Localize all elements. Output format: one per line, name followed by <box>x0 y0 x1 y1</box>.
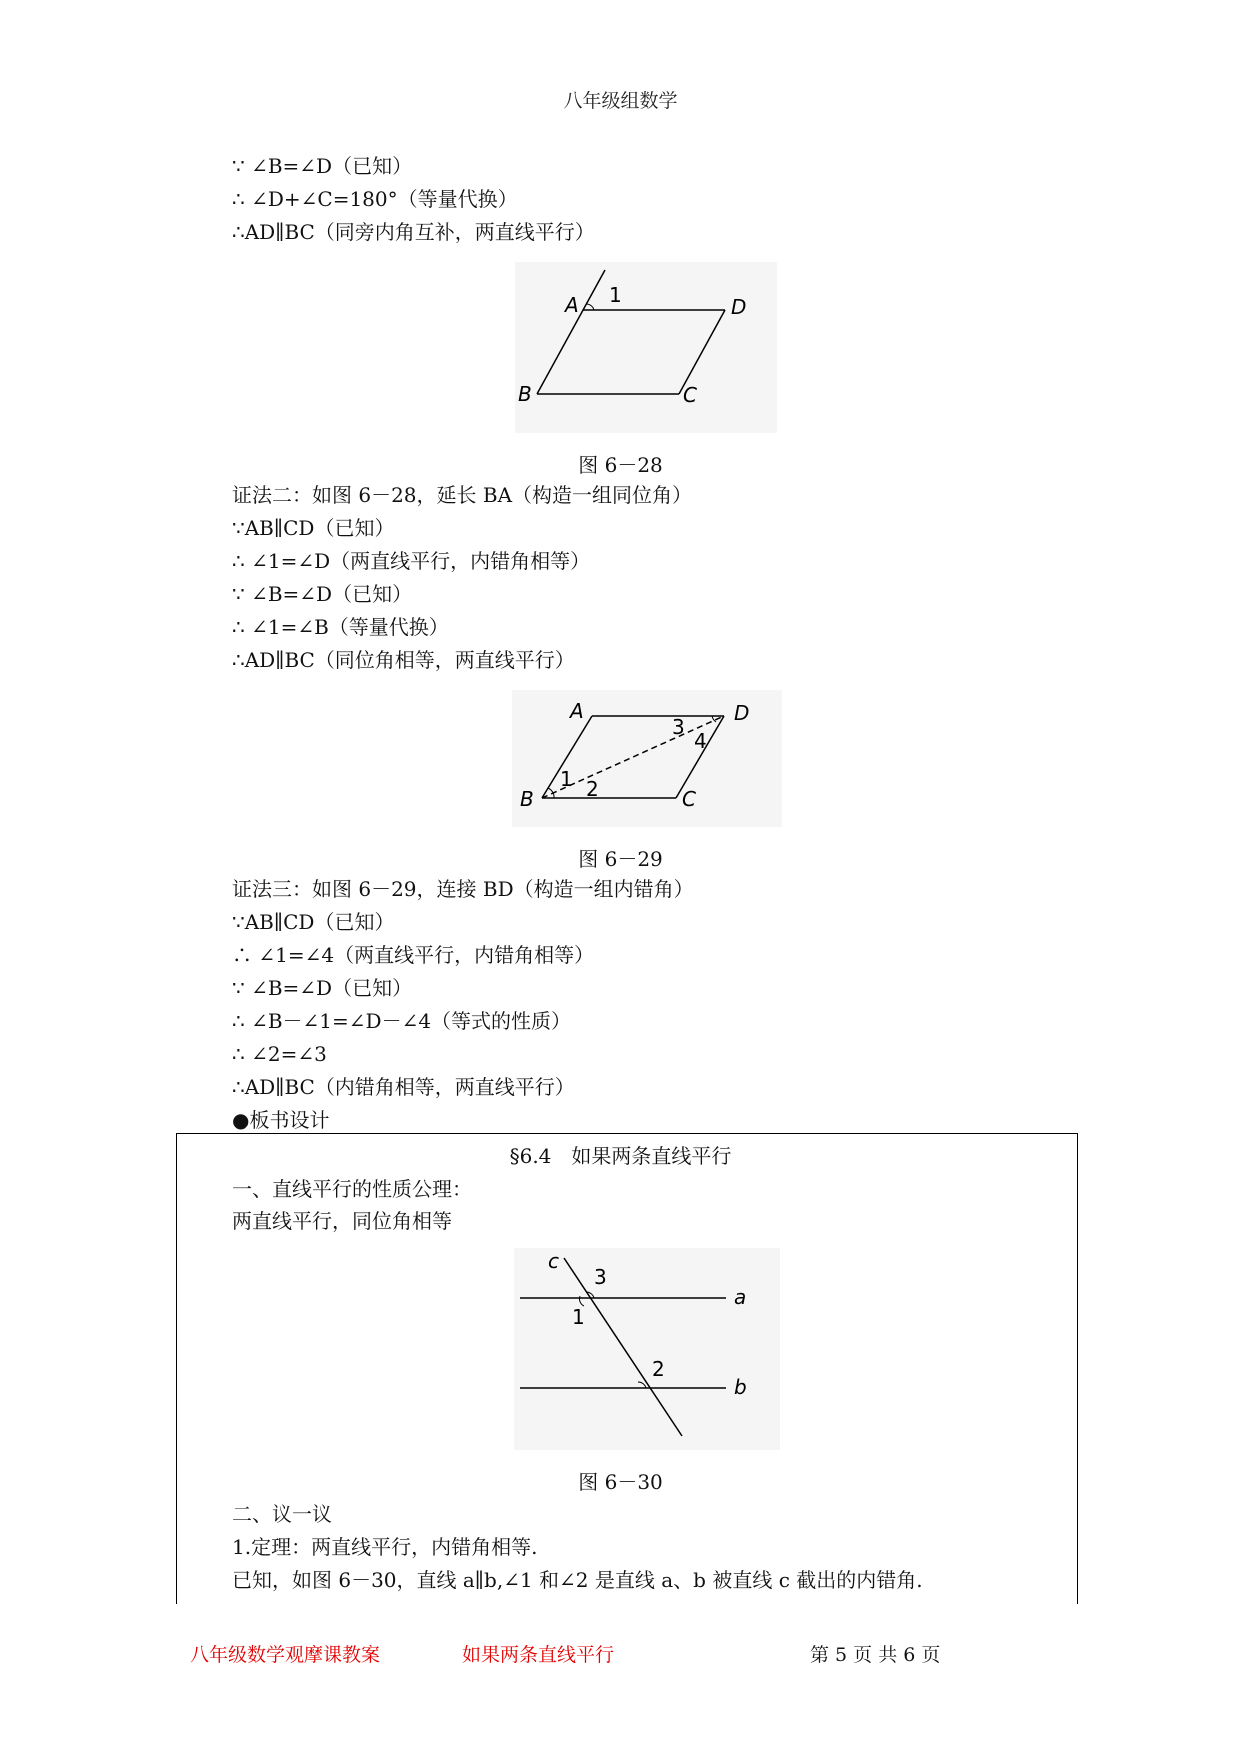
text-line: 证法三：如图 6－29，连接 BD（构造一组内错角） <box>232 877 694 901</box>
text-line: ∴AD∥BC（内错角相等，两直线平行） <box>232 1075 575 1099</box>
footer-middle: 如果两条直线平行 <box>462 1644 615 1666</box>
board-title: §6.4 如果两条直线平行 <box>509 1144 732 1168</box>
text-line: 二、议一议 <box>232 1502 332 1526</box>
label-c: c <box>548 1249 559 1273</box>
text-line: 已知，如图 6－30，直线 a∥b,∠1 和∠2 是直线 a、b 被直线 c 截出的内错角. <box>232 1568 923 1592</box>
label-A: A <box>570 699 584 723</box>
label-2: 2 <box>586 777 599 801</box>
page-header: 八年级组数学 <box>563 90 678 112</box>
text-line: 一、直线平行的性质公理： <box>232 1177 472 1201</box>
text-line: ∴AD∥BC（同旁内角互补，两直线平行） <box>232 220 595 244</box>
figure-caption: 图 6－29 <box>578 847 663 871</box>
text-line: 两直线平行，同位角相等 <box>232 1209 452 1233</box>
label-3: 3 <box>672 715 685 739</box>
text-line: ∵AB∥CD（已知） <box>232 516 395 540</box>
figure-6-28 <box>515 262 777 433</box>
label-4: 4 <box>694 729 707 753</box>
label-a: a <box>734 1285 747 1309</box>
label-A: A <box>565 293 579 317</box>
footer-page-number: 第 5 页 共 6 页 <box>810 1644 941 1666</box>
text-line: ∴ ∠2=∠3 <box>232 1042 327 1066</box>
text-line: ∵ ∠B=∠D（已知） <box>232 582 413 606</box>
figure-6-29 <box>512 690 782 827</box>
label-1: 1 <box>609 283 622 307</box>
section-heading: ●板书设计 <box>232 1108 330 1132</box>
text-line: ∴ ∠D+∠C=180°（等量代换） <box>232 187 518 211</box>
text-line: ∴ ∠B－∠1=∠D－∠4（等式的性质） <box>232 1009 572 1033</box>
text-line: ∵ ∠B=∠D（已知） <box>232 154 413 178</box>
text-line: ∵ ∠B=∠D（已知） <box>232 976 413 1000</box>
text-line: ∴ ∠1=∠D（两直线平行，内错角相等） <box>232 549 591 573</box>
label-C: C <box>683 383 697 407</box>
figure-caption: 图 6－30 <box>578 1470 663 1494</box>
figure-caption: 图 6－28 <box>578 453 663 477</box>
text-line: ∴ ∠1=∠B（等量代换） <box>232 615 449 639</box>
label-3: 3 <box>594 1265 607 1289</box>
label-1: 1 <box>572 1305 585 1329</box>
text-line: ∵AB∥CD（已知） <box>232 910 395 934</box>
figure-6-30 <box>514 1248 780 1450</box>
label-B: B <box>518 382 532 406</box>
label-2: 2 <box>652 1357 665 1381</box>
label-b: b <box>734 1375 747 1399</box>
text-line: ∴AD∥BC（同位角相等，两直线平行） <box>232 648 575 672</box>
label-D: D <box>734 701 750 725</box>
label-C: C <box>682 787 696 811</box>
footer-left: 八年级数学观摩课教案 <box>190 1644 381 1666</box>
label-B: B <box>520 787 534 811</box>
text-line: 证法二：如图 6－28，延长 BA（构造一组同位角） <box>232 483 693 507</box>
label-1: 1 <box>560 767 573 791</box>
text-line: 1.定理：两直线平行，内错角相等. <box>232 1535 538 1559</box>
text-line: ∴ ∠1=∠4（两直线平行，内错角相等） <box>232 943 595 967</box>
label-D: D <box>731 295 747 319</box>
